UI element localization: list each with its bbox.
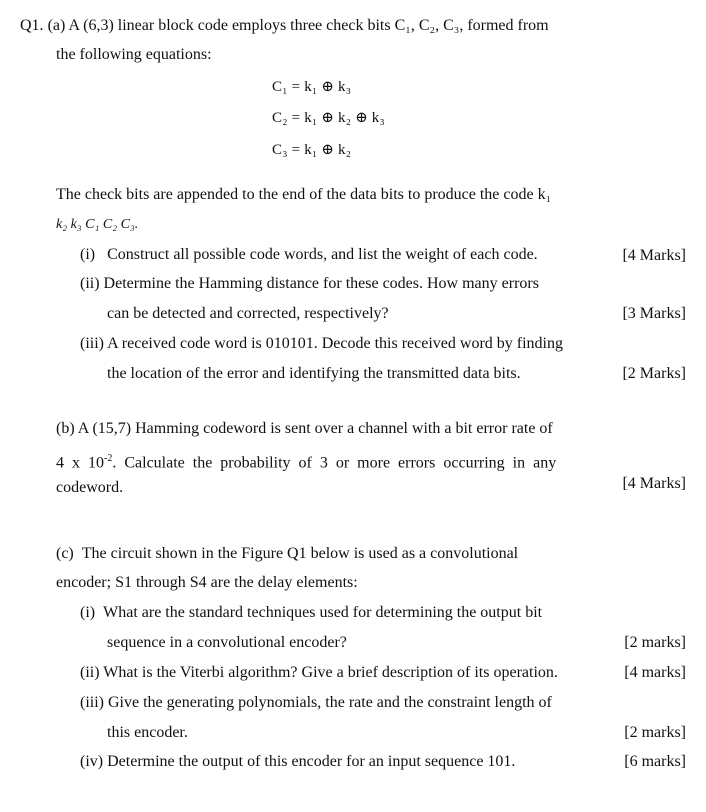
- subpart-label: (iv): [80, 753, 104, 770]
- subpart-text: What is the Viterbi algorithm? Give a brief description of its operation.: [103, 664, 558, 681]
- subpart-text: Determine the Hamming distance for these codes. How many errors: [103, 275, 539, 292]
- part-c-subpart-i-marks: [2 marks]: [624, 634, 686, 651]
- part-c-subpart-ii-marks: [4 marks]: [624, 664, 686, 681]
- part-c-line1: [56, 544, 518, 564]
- equation-c3: C₃ = k₁ ⊕ k₂: [272, 142, 352, 158]
- part-b-label: (b): [56, 420, 75, 437]
- part-c-label: (c): [56, 545, 74, 562]
- part-b-ber-base: 4 x 10: [56, 454, 104, 472]
- subpart-label: (i): [80, 604, 96, 621]
- part-a-intro-line1: A (6,3) linear block code employs three check bits C₁, C₂, C₃, formed from: [68, 17, 549, 34]
- equation-c2: C₂ = k₁ ⊕ k₂ ⊕ k₃: [272, 110, 385, 126]
- part-c-subpart-i: [80, 603, 542, 623]
- part-c-line2: encoder; S1 through S4 are the delay elements:: [56, 574, 358, 591]
- part-a-label: (a): [47, 17, 66, 34]
- part-b-line2: [56, 449, 556, 473]
- subpart-label: (ii): [80, 664, 100, 681]
- subpart-label: (iii): [80, 694, 104, 711]
- part-a-append-line1: The check bits are appended to the end of the data bits to produce the code k₁: [56, 186, 552, 203]
- part-c-subpart-iii-marks: [2 marks]: [624, 724, 686, 741]
- equation-c1: C₁ = k₁ ⊕ k₃: [272, 79, 352, 95]
- part-a-subpart-iii-marks: [2 Marks]: [622, 365, 686, 382]
- part-b-ber-exponent: -2: [104, 453, 113, 464]
- part-a-intro-line2: the following equations:: [56, 46, 212, 63]
- subpart-text: What are the standard techniques used for determining the output bit: [103, 604, 543, 621]
- part-b-text: A (15,7) Hamming codeword is sent over a channel with a bit error rate of: [77, 420, 553, 437]
- part-a-subpart-i: [80, 245, 538, 265]
- part-b-line3: codeword.: [56, 479, 124, 496]
- part-b-marks: [4 Marks]: [622, 475, 686, 492]
- subpart-label: (ii): [80, 275, 100, 292]
- part-a-subpart-iii: [80, 334, 563, 354]
- part-c-subpart-i-line2: sequence in a convolutional encoder?: [107, 634, 347, 651]
- part-b-line2-text: . Calculate the probability of 3 or more errors occurring in any: [112, 454, 557, 472]
- part-c-subpart-iv-marks: [6 marks]: [624, 753, 686, 770]
- question-number: Q1.: [20, 17, 44, 34]
- question-header: [20, 16, 549, 36]
- part-a-append-line2: k₂ k₃ C₁ C₂ C₃.: [56, 217, 139, 232]
- part-b-line1: [56, 419, 553, 439]
- part-a-subpart-iii-line2: the location of the error and identifying the transmitted data bits.: [107, 365, 521, 382]
- part-c-text: The circuit shown in the Figure Q1 below is used as a convolutional: [81, 545, 519, 562]
- subpart-text: Determine the output of this encoder for an input sequence 101.: [107, 753, 516, 770]
- part-a-subpart-ii-line2: can be detected and corrected, respectively?: [107, 305, 389, 322]
- part-a-subpart-ii-marks: [3 Marks]: [622, 305, 686, 322]
- subpart-label: (i): [80, 246, 96, 263]
- subpart-text: Construct all possible code words, and list the weight of each code.: [107, 246, 538, 263]
- part-a-subpart-i-marks: [4 Marks]: [622, 247, 686, 264]
- subpart-text: A received code word is 010101. Decode this received word by finding: [107, 335, 563, 352]
- subpart-text: Give the generating polynomials, the rate and the constraint length of: [108, 694, 552, 711]
- part-c-subpart-ii: [80, 663, 558, 683]
- part-c-subpart-iii-line2: this encoder.: [107, 724, 188, 741]
- subpart-label: (iii): [80, 335, 104, 352]
- part-c-subpart-iv: [80, 752, 515, 772]
- part-c-subpart-iii: [80, 693, 552, 713]
- part-a-subpart-ii: [80, 274, 539, 294]
